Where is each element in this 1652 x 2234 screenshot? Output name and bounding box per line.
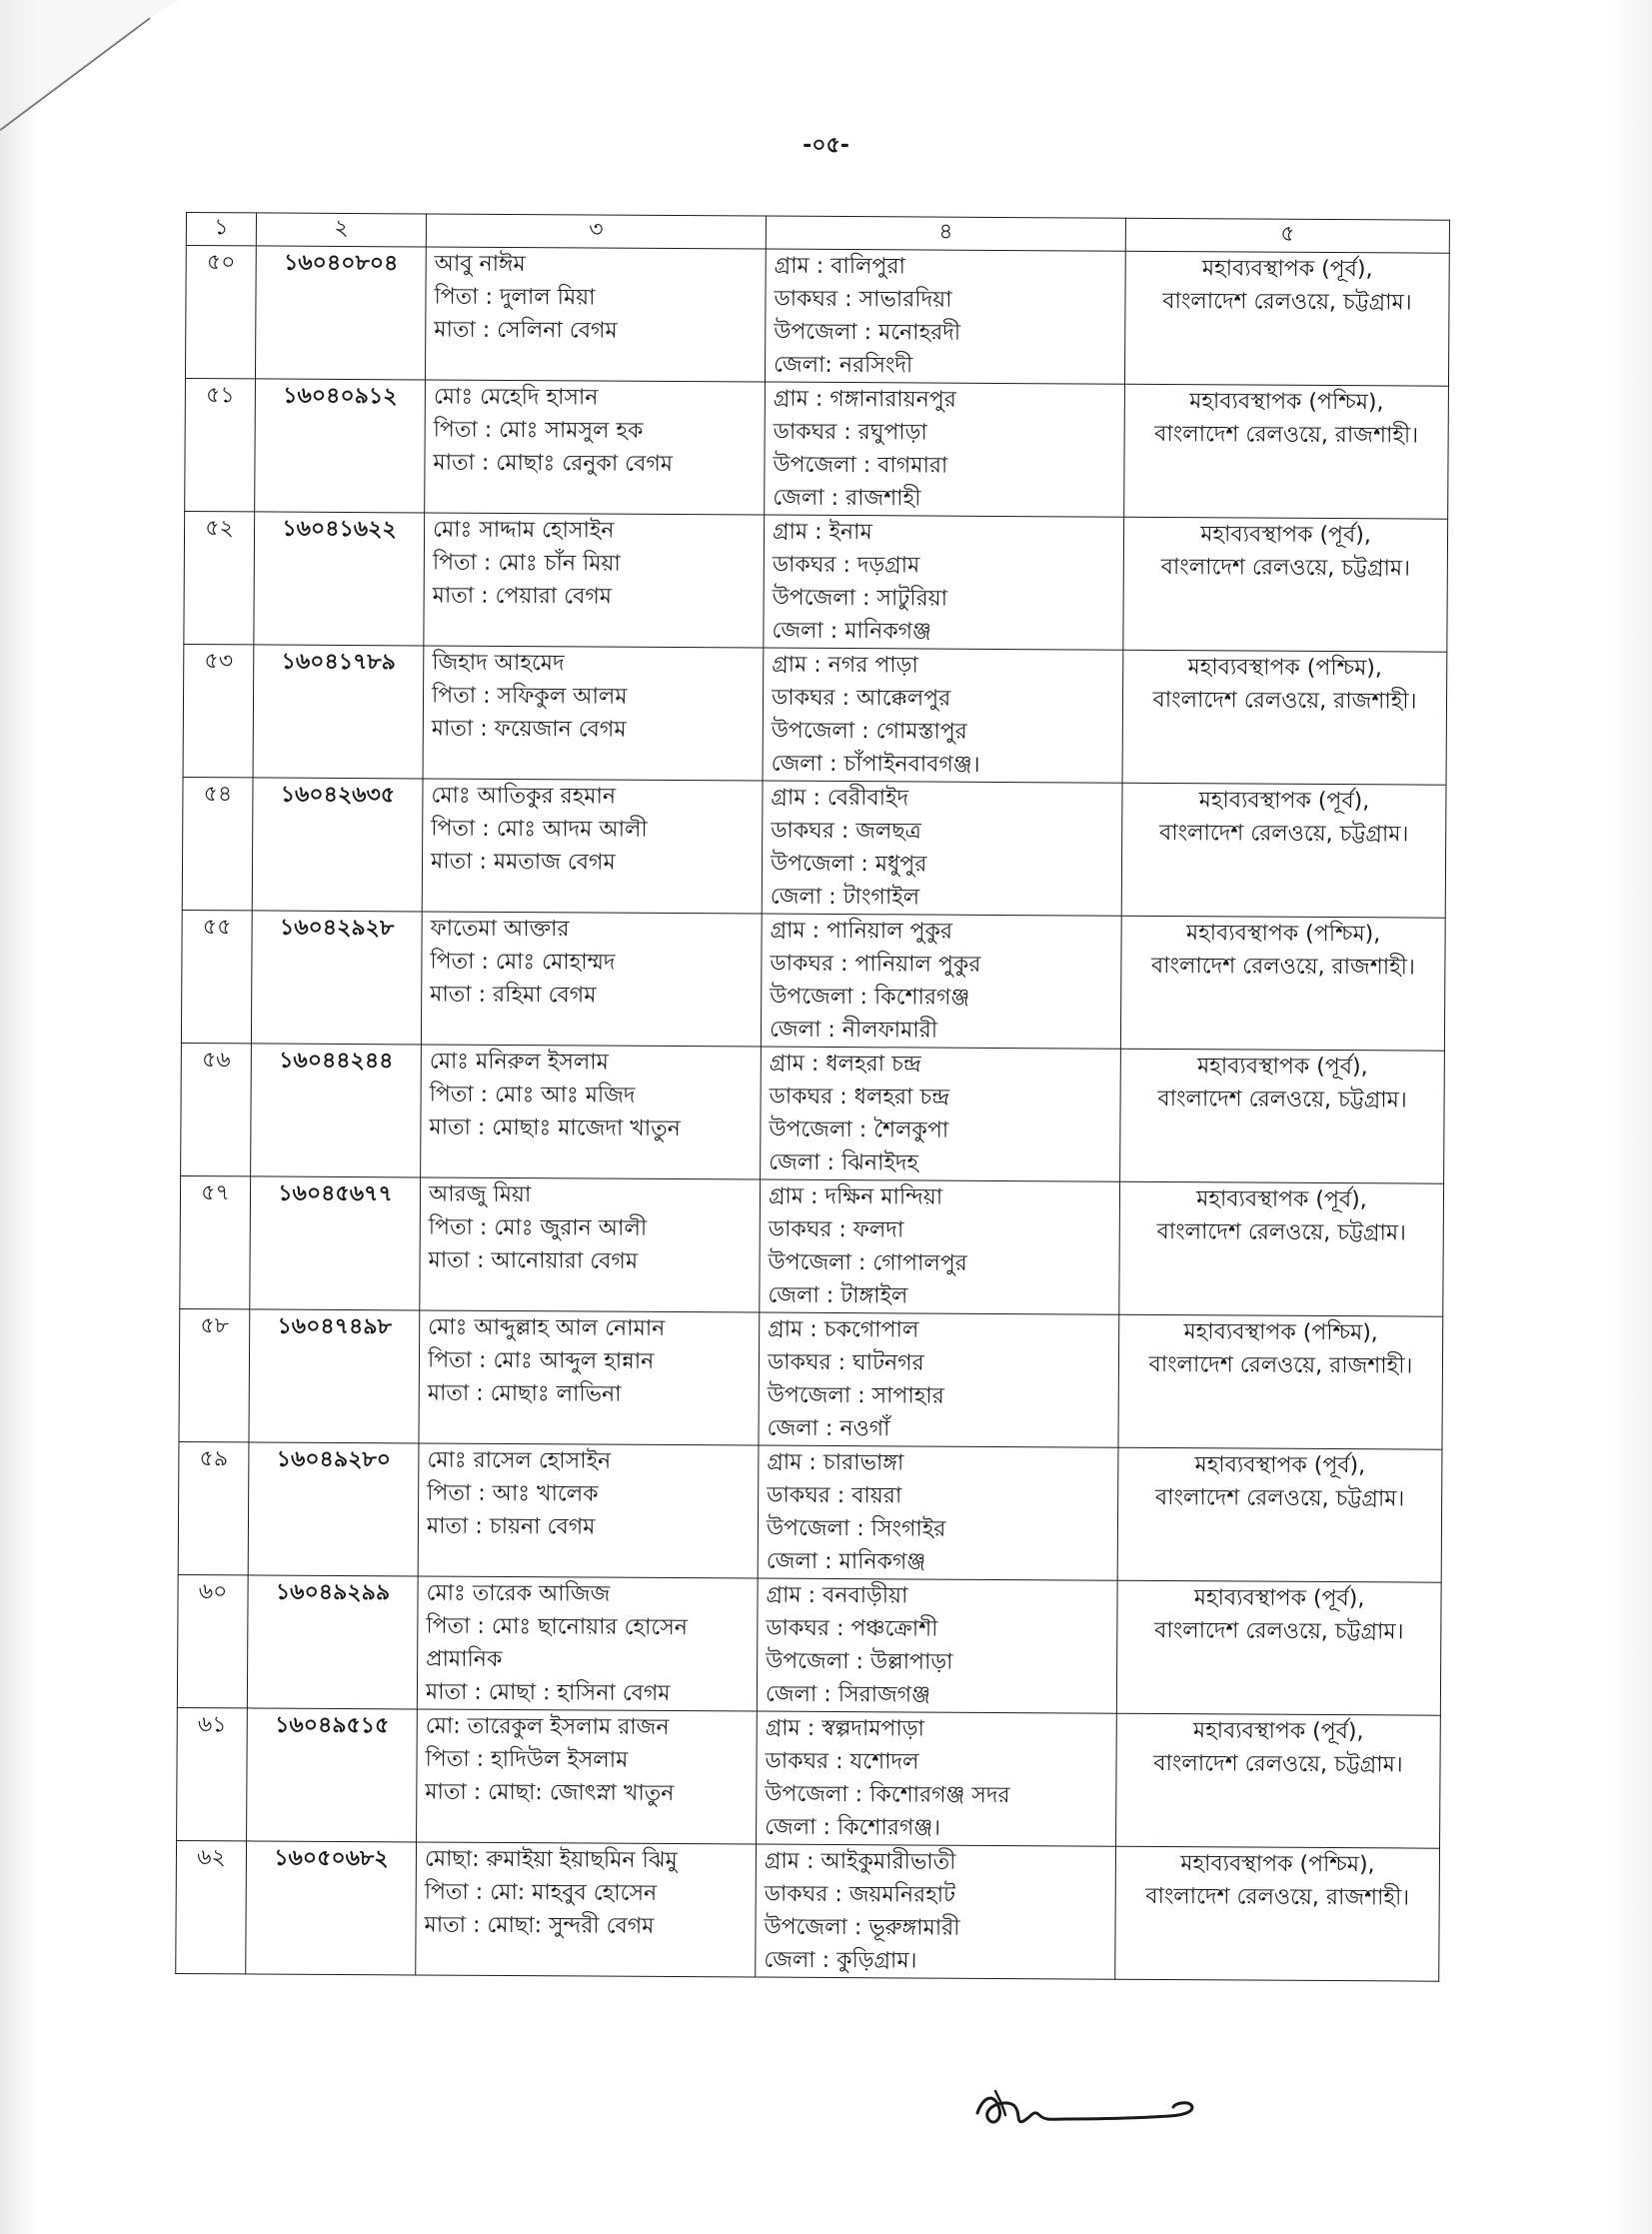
address-line: জেলা : সিরাজগঞ্জ xyxy=(765,1681,931,1708)
person-line: মোছা: রুমাইয়া ইয়াছমিন ঝিমু xyxy=(424,1846,678,1874)
address-line: উপজেলা : কিশোরগঞ্জ সদর xyxy=(765,1781,1010,1809)
person-line: পিতা : হাদিউল ইসলাম xyxy=(425,1746,629,1773)
roll-number-cell: ১৬০৪০৯১২ xyxy=(255,379,426,513)
address-cell xyxy=(765,382,1125,517)
address-line: জেলা : কুড়িগ্রাম। xyxy=(764,1947,917,1974)
address-line: উপজেলা : সিংগাইর xyxy=(766,1515,946,1542)
posting-cell xyxy=(1117,1447,1442,1582)
person-line: মাতা : মোছা : হাসিনা বেগম xyxy=(425,1679,671,1706)
person-line: পিতা : মোঃ আদম আলী xyxy=(431,816,648,843)
person-line: মোঃ আব্দুল্লাহ আল নোমান xyxy=(428,1314,666,1341)
address-cell xyxy=(764,515,1124,650)
serial-cell: ৫৪ xyxy=(182,777,253,910)
person-line: পিতা : মোঃ মোহাম্মদ xyxy=(430,949,616,976)
posting-line: মহাব্যবস্থাপক (পশ্চিম), xyxy=(1187,655,1382,682)
posting-cell xyxy=(1121,783,1446,918)
posting-line: মহাব্যবস্থাপক (পশ্চিম), xyxy=(1189,389,1384,416)
posting-line: বাংলাদেশ রেলওয়ে, চট্টগ্রাম। xyxy=(1154,1484,1405,1512)
posting-line: মহাব্যবস্থাপক (পূর্ব), xyxy=(1193,1585,1365,1612)
table-row xyxy=(179,1308,1443,1449)
person-line: আবু নাঈম xyxy=(434,251,526,278)
person-line: প্রামানিক xyxy=(426,1646,503,1672)
address-cell xyxy=(757,1578,1117,1713)
person-line: মাতা : মোছাঃ মাজেদা খাতুন xyxy=(429,1115,681,1142)
person-cell xyxy=(422,779,763,914)
posting-line: বাংলাদেশ রেলওয়ে, রাজশাহী। xyxy=(1152,687,1417,715)
person-cell xyxy=(419,1310,760,1445)
person-line: পিতা : মোঃ চাঁন মিয়া xyxy=(432,550,621,577)
address-line: গ্রাম : বেরীবাইদ xyxy=(771,785,909,812)
posting-cell xyxy=(1120,1049,1445,1183)
address-cell xyxy=(756,1844,1116,1979)
posting-line: মহাব্যবস্থাপক (পশ্চিম), xyxy=(1180,1851,1375,1878)
address-line: উপজেলা : শৈলকুপা xyxy=(769,1117,949,1143)
posting-line: বাংলাদেশ রেলওয়ে, রাজশাহী। xyxy=(1145,1883,1410,1911)
posting-cell xyxy=(1124,384,1449,519)
address-line: ডাকঘর : সাভারদিয়া xyxy=(774,286,952,313)
posting-line: মহাব্যবস্থাপক (পূর্ব), xyxy=(1201,256,1373,283)
column-header-roll: ২ xyxy=(256,213,426,247)
serial-cell: ৬১ xyxy=(177,1707,248,1840)
posting-line: বাংলাদেশ রেলওয়ে, চট্টগ্রাম। xyxy=(1156,1218,1407,1246)
serial-cell: ৬০ xyxy=(177,1574,248,1707)
person-line: মোঃ মেহেদি হাসান xyxy=(433,384,599,411)
person-cell xyxy=(416,1842,757,1977)
posting-cell xyxy=(1118,1314,1443,1449)
address-line: ডাকঘর : ফলদা xyxy=(768,1216,904,1243)
address-line: জেলা : টাঙ্গাইল xyxy=(768,1282,908,1309)
address-line: উপজেলা : উল্লাপাড়া xyxy=(766,1648,953,1675)
person-line: মোঃ রাসেল হোসাইন xyxy=(427,1447,612,1474)
posting-line: বাংলাদেশ রেলওয়ে, চট্টগ্রাম। xyxy=(1160,554,1411,582)
address-cell xyxy=(761,1047,1121,1181)
address-line: গ্রাম : ইনাম xyxy=(772,519,872,546)
person-cell xyxy=(418,1443,759,1578)
posting-cell xyxy=(1124,251,1449,386)
table-row xyxy=(185,378,1449,519)
person-line: পিতা : মোঃ জুরান আলী xyxy=(428,1214,648,1241)
person-line: মো: তারেকুল ইসলাম রাজন xyxy=(425,1713,670,1740)
address-line: জেলা : কিশোরগঞ্জ। xyxy=(765,1814,941,1841)
table-row xyxy=(185,246,1449,387)
address-cell xyxy=(760,1179,1120,1314)
posting-cell xyxy=(1122,650,1447,785)
address-cell xyxy=(765,249,1125,384)
address-line: গ্রাম : দক্ষিন মান্দিয়া xyxy=(768,1183,943,1210)
roll-number-cell: ১৬০৪৫৬৭৭ xyxy=(250,1176,421,1310)
person-line: মাতা : মোছাঃ রেনুকা বেগম xyxy=(433,450,674,477)
person-line: ফাতেমা আক্তার xyxy=(430,916,570,943)
signature xyxy=(969,2069,1209,2149)
candidate-table xyxy=(175,212,1450,1982)
person-cell xyxy=(421,912,762,1047)
person-line: পিতা : দুলাল মিয়া xyxy=(434,284,596,311)
roll-number-cell: ১৬০৪৭৪৯৮ xyxy=(249,1309,420,1443)
address-line: জেলা : মানিকগঞ্জ xyxy=(772,618,931,645)
person-line: মোঃ মনিরুল ইসলাম xyxy=(429,1049,610,1076)
address-line: ডাকঘর : ঘাটনগর xyxy=(767,1349,924,1376)
table-row xyxy=(176,1840,1440,1981)
table-row xyxy=(184,511,1448,652)
address-line: ডাকঘর : যশোদল xyxy=(765,1748,919,1775)
person-line: আরজু মিয়া xyxy=(428,1181,532,1208)
address-line: উপজেলা : মনোহরদী xyxy=(774,319,961,346)
serial-cell: ৫২ xyxy=(184,511,255,644)
address-cell xyxy=(761,914,1121,1049)
person-line: পিতা : মো: মাহবুব হোসেন xyxy=(424,1879,658,1906)
table-row xyxy=(181,910,1445,1051)
person-cell xyxy=(420,1177,761,1312)
serial-cell: ৫১ xyxy=(185,378,256,511)
posting-cell xyxy=(1116,1713,1441,1848)
person-line: মাতা : মোছা: সুন্দরী বেগম xyxy=(424,1912,655,1939)
person-line: মাতা : চায়না বেগম xyxy=(426,1513,596,1540)
serial-cell: ৫৬ xyxy=(181,1043,252,1175)
address-line: ডাকঘর : দড়গ্রাম xyxy=(772,552,920,579)
person-cell xyxy=(425,380,766,515)
posting-line: মহাব্যবস্থাপক (পশ্চিম), xyxy=(1185,921,1381,948)
address-line: জেলা : মানিকগঞ্জ xyxy=(766,1548,926,1575)
person-line: মাতা : মোছাঃ লাভিনা xyxy=(427,1380,622,1407)
address-line: উপজেলা : মধুপুর xyxy=(770,851,927,878)
posting-line: বাংলাদেশ রেলওয়ে, চট্টগ্রাম। xyxy=(1157,1086,1407,1114)
posting-cell xyxy=(1116,1580,1441,1715)
serial-cell: ৫৯ xyxy=(178,1441,249,1574)
posting-line: বাংলাদেশ রেলওয়ে, চট্টগ্রাম। xyxy=(1158,820,1409,848)
posting-line: মহাব্যবস্থাপক (পূর্ব), xyxy=(1200,522,1371,549)
roll-number-cell: ১৬০৫০৬৮২ xyxy=(246,1841,417,1975)
address-line: ডাকঘর : পঞ্চক্রোশী xyxy=(766,1615,938,1642)
address-line: ডাকঘর : রঘুপাড়া xyxy=(773,419,927,446)
table-row xyxy=(177,1574,1441,1715)
person-line: মাতা : রহিমা বেগম xyxy=(430,982,597,1009)
person-line: মাতা : সেলিনা বেগম xyxy=(434,317,618,344)
address-line: ডাকঘর : পানিয়াল পুকুর xyxy=(770,951,981,978)
address-line: উপজেলা : গোপালপুর xyxy=(768,1249,967,1276)
posting-cell xyxy=(1115,1846,1440,1981)
person-line: পিতা : আঃ খালেক xyxy=(427,1480,599,1507)
address-line: জেলা : ঝিনাইদহ xyxy=(769,1149,919,1176)
roll-number-cell: ১৬০৪৯৫১৫ xyxy=(247,1708,418,1842)
address-line: উপজেলা : সাপাহার xyxy=(767,1382,944,1409)
table-row xyxy=(182,777,1446,918)
posting-line: মহাব্যবস্থাপক (পূর্ব), xyxy=(1192,1718,1364,1745)
serial-cell: ৫৭ xyxy=(180,1175,251,1308)
table-row xyxy=(183,644,1447,785)
address-line: গ্রাম : ধলহরা চন্দ্র xyxy=(769,1051,921,1078)
column-header-person: ৩ xyxy=(426,214,766,249)
address-line: গ্রাম : চারাভাঙ্গা xyxy=(767,1449,904,1476)
column-header-serial: ১ xyxy=(186,213,256,246)
person-line: পিতা : মোঃ ছানোয়ার হোসেন xyxy=(426,1613,689,1641)
address-line: ডাকঘর : ধলহরা চন্দ্র xyxy=(769,1084,950,1111)
address-line: জেলা: নরসিংদী xyxy=(773,352,913,379)
person-line: পিতা : মোঃ আব্দুল হান্নান xyxy=(427,1347,655,1374)
person-cell xyxy=(425,247,766,382)
person-line: পিতা : মোঃ সামসুল হক xyxy=(433,417,644,444)
posting-line: মহাব্যবস্থাপক (পূর্ব), xyxy=(1194,1452,1366,1479)
person-cell xyxy=(417,1709,758,1844)
roll-number-cell: ১৬০৪১৭৮৯ xyxy=(253,645,424,779)
address-cell xyxy=(759,1312,1119,1447)
address-cell xyxy=(763,648,1123,783)
address-line: গ্রাম : নগর পাড়া xyxy=(772,652,918,679)
person-line: মাতা : আনোয়ারা বেগম xyxy=(428,1247,639,1274)
address-line: গ্রাম : চকগোপাল xyxy=(768,1316,919,1343)
address-line: জেলা : রাজশাহী xyxy=(773,485,921,512)
address-line: উপজেলা : সাটুরিয়া xyxy=(772,585,948,612)
posting-line: বাংলাদেশ রেলওয়ে, রাজশাহী। xyxy=(1150,953,1415,981)
person-line: মাতা : ফয়েজান বেগম xyxy=(431,716,627,743)
table-row xyxy=(177,1707,1441,1848)
address-line: গ্রাম : গঙ্গানারায়নপুর xyxy=(773,386,956,413)
address-line: গ্রাম : স্বল্পদামপাড়া xyxy=(765,1715,924,1742)
posting-line: বাংলাদেশ রেলওয়ে, চট্টগ্রাম। xyxy=(1153,1750,1403,1778)
address-line: ডাকঘর : বায়রা xyxy=(767,1482,902,1509)
roll-number-cell: ১৬০৪৪২৪৪ xyxy=(251,1044,422,1177)
posting-line: বাংলাদেশ রেলওয়ে, রাজশাহী। xyxy=(1148,1351,1413,1379)
roll-number-cell: ১৬০৪০৮০৪ xyxy=(255,246,426,380)
serial-cell: ৫০ xyxy=(185,246,256,379)
address-line: গ্রাম : পানিয়াল পুকুর xyxy=(770,918,953,945)
roll-number-cell: ১৬০৪১৬২২ xyxy=(254,512,425,646)
posting-line: বাংলাদেশ রেলওয়ে, চট্টগ্রাম। xyxy=(1154,1617,1404,1645)
address-line: উপজেলা : গোমস্তাপুর xyxy=(771,718,967,745)
person-line: মোঃ তারেক আজিজ xyxy=(426,1580,611,1607)
person-line: মাতা : পেয়ারা বেগম xyxy=(432,583,613,610)
roll-number-cell: ১৬০৪২৬৩৫ xyxy=(252,778,423,912)
address-line: ডাকঘর : আক্কেলপুর xyxy=(771,685,951,712)
person-cell xyxy=(421,1045,762,1179)
address-line: জেলা : চাঁপাইনবাবগঞ্জ। xyxy=(771,751,980,778)
address-line: ডাকঘর : জলছত্র xyxy=(771,818,921,845)
posting-line: মহাব্যবস্থাপক (পূর্ব), xyxy=(1198,788,1370,815)
serial-cell: ৫৫ xyxy=(181,910,252,1043)
person-line: মোঃ সাদ্দাম হোসাইন xyxy=(432,517,615,544)
table-row xyxy=(180,1175,1444,1316)
address-line: জেলা : টাংগাইল xyxy=(770,884,920,911)
address-line: উপজেলা : ভূরুঙ্গামারী xyxy=(764,1914,960,1941)
person-cell xyxy=(423,646,764,781)
person-cell xyxy=(424,513,765,648)
posting-line: মহাব্যবস্থাপক (পশ্চিম), xyxy=(1183,1319,1378,1346)
address-line: জেলা : নওগাঁ xyxy=(767,1415,890,1442)
person-line: মাতা : মমতাজ বেগম xyxy=(430,849,616,876)
posting-cell xyxy=(1120,916,1445,1051)
address-line: উপজেলা : বাগমারা xyxy=(773,452,948,479)
posting-cell xyxy=(1123,517,1448,652)
address-cell xyxy=(758,1445,1118,1580)
person-cell xyxy=(417,1576,758,1711)
posting-line: বাংলাদেশ রেলওয়ে, চট্টগ্রাম। xyxy=(1162,288,1412,316)
table-row xyxy=(178,1441,1442,1582)
roll-number-cell: ১৬০৪৯২৯৯ xyxy=(247,1575,418,1709)
roll-number-cell: ১৬০৪৯২৮০ xyxy=(248,1442,419,1576)
address-line: উপজেলা : কিশোরগঞ্জ xyxy=(770,984,970,1011)
person-line: পিতা : মোঃ আঃ মজিদ xyxy=(429,1082,636,1109)
posting-line: বাংলাদেশ রেলওয়ে, রাজশাহী। xyxy=(1154,421,1419,449)
address-cell xyxy=(757,1711,1117,1846)
serial-cell: ৬২ xyxy=(176,1840,247,1973)
roll-number-cell: ১৬০৪২৯২৮ xyxy=(251,911,422,1045)
address-cell xyxy=(762,781,1122,916)
table-row xyxy=(181,1043,1445,1183)
column-header-address: ৪ xyxy=(766,216,1125,251)
person-line: পিতা : সফিকুল আলম xyxy=(431,683,628,710)
page-number: -০৫- xyxy=(803,133,849,158)
address-line: ডাকঘর : জয়মনিরহাট xyxy=(764,1881,956,1908)
address-line: জেলা : নীলফামারী xyxy=(769,1017,938,1044)
column-header-posting: ৫ xyxy=(1125,218,1449,253)
serial-cell: ৫৩ xyxy=(183,644,254,777)
address-line: গ্রাম : বনবাড়ীয়া xyxy=(766,1582,908,1609)
posting-line: মহাব্যবস্থাপক (পূর্ব), xyxy=(1196,1054,1368,1081)
person-line: জিহাদ আহমেদ xyxy=(432,650,565,677)
table-body xyxy=(176,246,1450,1982)
address-line: গ্রাম : বালিপুরা xyxy=(774,253,905,280)
person-line: মাতা : মোছা: জোৎস্না খাতুন xyxy=(425,1779,675,1807)
address-line: গ্রাম : আইকুমারীভাতী xyxy=(764,1848,956,1875)
posting-cell xyxy=(1119,1181,1444,1316)
serial-cell: ৫৮ xyxy=(179,1308,250,1441)
person-line: মোঃ আতিকুর রহমান xyxy=(431,783,617,810)
posting-line: মহাব্যবস্থাপক (পূর্ব), xyxy=(1196,1186,1367,1213)
